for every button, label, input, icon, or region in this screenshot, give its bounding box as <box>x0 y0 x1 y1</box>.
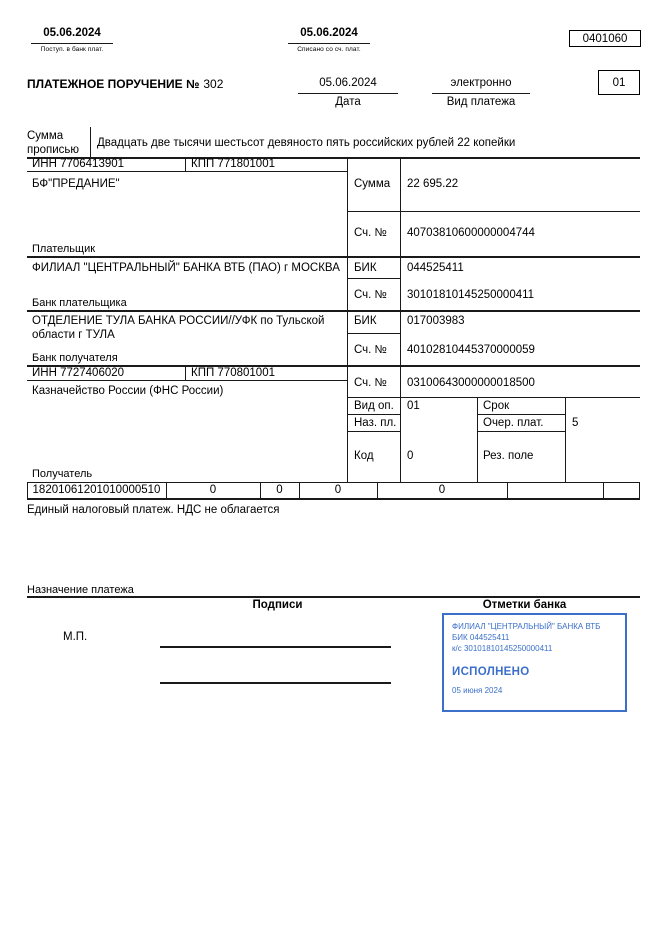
pay-purpose-code-label: Наз. пл. <box>354 417 397 429</box>
payer-bank-section-label: Банк плательщика <box>32 297 127 309</box>
payee-bank-bik: 017003983 <box>407 315 465 327</box>
rule <box>477 431 565 432</box>
tax-field-cell: 0 <box>438 484 446 496</box>
rule <box>27 596 640 598</box>
divider <box>185 157 186 171</box>
payee-inn: ИНН 7727406020 <box>32 367 125 379</box>
payer-bank-bik: 044525411 <box>407 262 464 274</box>
rule <box>432 93 530 94</box>
payer-inn: ИНН 7706413901 <box>32 158 125 170</box>
payer-section-label: Плательщик <box>32 243 96 255</box>
payment-kind: электронно <box>450 77 512 89</box>
divider <box>639 482 640 498</box>
payee-bank-section-label: Банк получателя <box>32 352 118 364</box>
payer-bank-name: ФИЛИАЛ "ЦЕНТРАЛЬНЫЙ" БАНКА ВТБ (ПАО) г МОСКВА <box>32 262 340 274</box>
rule <box>27 482 640 483</box>
stamp-bank-name: ФИЛИАЛ "ЦЕНТРАЛЬНЫЙ" БАНКА ВТБ <box>452 622 601 631</box>
divider <box>477 397 478 482</box>
rule <box>477 414 565 415</box>
rule <box>347 397 640 398</box>
stamp-bik: БИК 044525411 <box>452 633 510 643</box>
divider <box>603 482 604 498</box>
rule <box>347 333 400 334</box>
payee-section-label: Получатель <box>32 468 93 480</box>
mp-label: М.П. <box>63 631 88 643</box>
tax-field-cell: 0 <box>209 484 217 496</box>
divider <box>507 482 508 498</box>
stamp-corr-account: к/с 30101810145250000411 <box>452 644 553 654</box>
rule <box>27 256 640 258</box>
payee-account: 03100643000000018500 <box>407 377 535 389</box>
purpose-label: Назначение платежа <box>27 584 134 596</box>
tax-field-cell: 0 <box>276 484 283 496</box>
divider <box>90 127 91 157</box>
payment-kind-caption: Вид платежа <box>446 96 516 108</box>
amount-words-label: Сумма прописью <box>27 130 80 156</box>
divider <box>347 157 348 482</box>
payer-bank-bik-label: БИК <box>354 262 377 274</box>
payer-account-label: Сч. № <box>354 227 387 239</box>
form-code-box <box>569 30 641 47</box>
form-code: 0401060 <box>582 32 628 45</box>
sum-label: Сумма <box>354 178 391 190</box>
rule <box>27 310 640 312</box>
tax-field-cell: 0 <box>334 484 342 496</box>
signatures-label: Подписи <box>252 599 303 611</box>
rule <box>27 171 347 172</box>
doc-number: 302 <box>203 77 224 91</box>
stamp-status: ИСПОЛНЕНО <box>452 665 530 678</box>
priority-value: 5 <box>572 417 579 429</box>
rule <box>288 43 370 44</box>
code-value: 0 <box>407 450 414 462</box>
rule <box>347 414 400 415</box>
rule <box>27 380 347 381</box>
op-type-label: Вид оп. <box>354 400 394 412</box>
divider <box>565 397 566 482</box>
rule <box>347 211 640 212</box>
doc-date-caption: Дата <box>335 96 361 108</box>
priority-label: Очер. плат. <box>483 417 544 429</box>
divider <box>185 365 186 380</box>
doc-title-line <box>27 77 223 91</box>
stamp-date: 05 июня 2024 <box>452 685 503 695</box>
divider <box>400 157 401 482</box>
doc-title: ПЛАТЕЖНОЕ ПОРУЧЕНИЕ № <box>27 77 200 91</box>
rule <box>27 498 640 500</box>
payer-account: 40703810600000004744 <box>407 227 535 239</box>
payee-bank-name: ОТДЕЛЕНИЕ ТУЛА БАНКА РОССИИ//УФК по Тульской области г ТУЛА <box>32 315 325 341</box>
bank-stamp <box>442 613 627 712</box>
term-label: Срок <box>483 400 510 412</box>
payer-kpp: КПП 771801001 <box>191 158 275 170</box>
doc-date: 05.06.2024 <box>319 77 377 89</box>
status-code: 01 <box>612 76 626 89</box>
payee-bank-account: 40102810445370000059 <box>407 344 535 356</box>
signature-line <box>160 646 391 648</box>
payee-bank-account-label: Сч. № <box>354 344 387 356</box>
rule <box>347 431 400 432</box>
date-received-in-bank: 05.06.2024 <box>43 27 101 39</box>
sum-value: 22 695.22 <box>407 178 459 190</box>
payee-bank-bik-label: БИК <box>354 315 377 327</box>
payee-name: Казначейство России (ФНС России) <box>32 385 224 397</box>
date-debited-caption: Списано со сч. плат. <box>297 46 361 53</box>
rule <box>347 278 400 279</box>
purpose-text: Единый налоговый платеж. НДС не облагается <box>27 504 280 516</box>
bank-marks-label: Отметки банка <box>482 599 567 611</box>
payer-bank-account: 30101810145250000411 <box>407 289 535 301</box>
payee-kpp: КПП 770801001 <box>191 367 275 379</box>
date-received-caption: Поступ. в банк плат. <box>40 46 104 53</box>
payee-account-label: Сч. № <box>354 377 387 389</box>
amount-words-value: Двадцать две тысячи шестьсот девяносто пять российских рублей 22 копейки <box>97 137 516 149</box>
code-label: Код <box>354 450 374 462</box>
date-debited: 05.06.2024 <box>300 27 358 39</box>
reserve-label: Рез. поле <box>483 450 534 462</box>
rule <box>31 43 113 44</box>
rule <box>298 93 398 94</box>
payer-bank-account-label: Сч. № <box>354 289 387 301</box>
status-code-box <box>598 70 640 95</box>
signature-line <box>160 682 391 684</box>
payer-name: БФ"ПРЕДАНИЕ" <box>32 178 120 190</box>
tax-field-cell: 18201061201010000510 <box>32 484 161 496</box>
op-type: 01 <box>407 400 420 412</box>
